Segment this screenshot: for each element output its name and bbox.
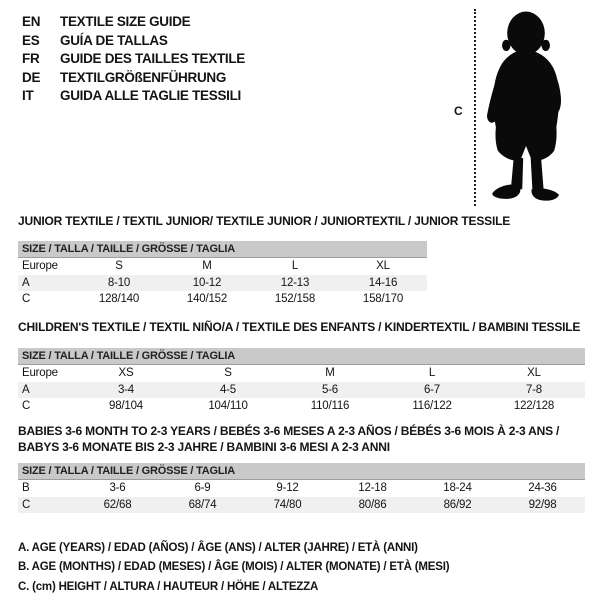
- row-label: C: [22, 498, 31, 511]
- table-cell: 6-9: [194, 482, 211, 495]
- section-title-line2: BABYS 3-6 MONATE BIS 2-3 JAHRE / BAMBINI 3-6 MESI A 2-3 ANNI: [18, 440, 390, 454]
- row-label: C: [22, 400, 31, 413]
- baby-silhouette-icon: [479, 6, 573, 207]
- table-cell: XS: [118, 367, 134, 380]
- table-row: [18, 497, 585, 514]
- measurement-notes: [18, 539, 449, 597]
- table-cell: L: [428, 367, 436, 380]
- language-label: GUIDE DES TAILLES TEXTILE: [60, 51, 246, 66]
- row-label: B: [22, 482, 30, 495]
- note-age-months: B. AGE (MONTHS) / EDAD (MESES) / ÂGE (MOIS) / ALTER (MONATE) / ETÀ (MESI): [18, 561, 450, 574]
- table-cell: 3-4: [117, 383, 135, 396]
- row-label: A: [22, 383, 30, 396]
- table-row: [18, 258, 427, 275]
- table-size-header: SIZE / TALLA / TAILLE / GRÖSSE / TAGLIA: [18, 348, 585, 365]
- table-cell: 3-6: [109, 482, 126, 495]
- language-row: [22, 87, 245, 106]
- language-row: [22, 13, 245, 32]
- table-row: [18, 382, 585, 399]
- height-measure-label: C: [454, 104, 463, 118]
- section-junior-textile: [18, 213, 511, 308]
- table-cell: 8-10: [107, 276, 131, 289]
- language-code: FR: [22, 51, 40, 66]
- table-cell: 5-6: [321, 383, 339, 396]
- language-code: IT: [22, 88, 34, 103]
- table-cell: 104/110: [208, 400, 248, 413]
- table-row: [18, 365, 585, 382]
- table-cell: 9-12: [276, 482, 299, 495]
- row-label: C: [22, 293, 31, 306]
- table-cell: 12-13: [280, 276, 310, 289]
- table-cell: 6-7: [423, 383, 441, 396]
- language-code: EN: [22, 14, 41, 29]
- table-cell: 7-8: [525, 383, 543, 396]
- table-cell: M: [202, 260, 212, 273]
- table-row: [18, 275, 427, 292]
- table-cell: 140/152: [186, 293, 228, 306]
- table-cell: 10-12: [192, 276, 222, 289]
- section-title: CHILDREN'S TEXTILE / TEXTIL NIÑO/A / TEXTILE DES ENFANTS / KINDERTEXTIL / BAMBINI TESSILE: [18, 320, 581, 334]
- language-label: GUÍA DE TALLAS: [60, 32, 168, 48]
- table-row: [18, 398, 585, 415]
- table-cell: 80/86: [358, 498, 387, 511]
- table-row: [18, 291, 427, 308]
- table-cell: 62/68: [103, 498, 132, 511]
- table-size-header: SIZE / TALLA / TAILLE / GRÖSSE / TAGLIA: [18, 241, 427, 258]
- row-label: Europe: [22, 260, 58, 273]
- language-code: ES: [22, 32, 40, 48]
- table-row: [18, 480, 585, 497]
- table-cell: 68/74: [188, 498, 217, 511]
- table-cell: 12-18: [358, 482, 387, 495]
- table-cell: 110/116: [310, 400, 350, 413]
- table-cell: L: [291, 260, 299, 273]
- note-height-cm: C. (cm) HEIGHT / ALTURA / HAUTEUR / HÖHE / ALTEZZA: [18, 580, 319, 593]
- section-babies-textile: [18, 423, 585, 513]
- table-cell: 122/128: [513, 400, 555, 413]
- table-cell: XL: [527, 367, 541, 380]
- language-row: [22, 50, 245, 69]
- table-cell: 116/122: [412, 400, 452, 413]
- language-code: DE: [22, 69, 41, 85]
- language-label: TEXTILE SIZE GUIDE: [60, 14, 191, 29]
- section-title: BABIES 3-6 MONTH TO 2-3 YEARS / BEBÉS 3-6 MESES A 2-3 AÑOS / BÉBÉS 3-6 MOIS À 2-3 ANS /: [18, 424, 560, 438]
- row-label: A: [22, 276, 30, 289]
- table-cell: 152/158: [274, 293, 316, 306]
- size-table: [18, 241, 427, 308]
- table-cell: XL: [376, 260, 390, 273]
- language-list: [22, 13, 245, 106]
- table-cell: 74/80: [273, 498, 302, 511]
- section-children-textile: [18, 319, 585, 415]
- table-cell: 14-16: [368, 276, 398, 289]
- table-cell: S: [115, 260, 123, 273]
- table-size-header: SIZE / TALLA / TAILLE / GRÖSSE / TAGLIA: [18, 463, 585, 480]
- table-cell: 86/92: [443, 498, 472, 511]
- size-table: [18, 348, 585, 415]
- table-cell: 98/104: [109, 400, 143, 413]
- size-table: [18, 463, 585, 513]
- section-title: JUNIOR TEXTILE / TEXTIL JUNIOR/ TEXTILE JUNIOR / JUNIORTEXTIL / JUNIOR TESSILE: [18, 214, 511, 228]
- row-label: Europe: [22, 367, 58, 380]
- language-label: TEXTILGRÖßENFÜHRUNG: [60, 69, 227, 85]
- note-age-years: A. AGE (YEARS) / EDAD (AÑOS) / ÂGE (ANS) / ALTER (JAHRE) / ETÀ (ANNI): [18, 542, 418, 554]
- table-cell: 128/140: [98, 293, 140, 306]
- table-cell: 24-36: [528, 482, 557, 495]
- table-cell: 4-5: [219, 383, 237, 396]
- table-cell: M: [325, 367, 335, 380]
- language-row: [22, 69, 245, 88]
- language-row: [22, 32, 245, 51]
- table-cell: S: [224, 367, 232, 380]
- language-label: GUIDA ALLE TAGLIE TESSILI: [60, 88, 241, 103]
- table-cell: 18-24: [443, 482, 472, 495]
- table-cell: 158/170: [362, 293, 404, 306]
- table-cell: 92/98: [528, 498, 557, 511]
- height-dotted-line: [474, 9, 476, 206]
